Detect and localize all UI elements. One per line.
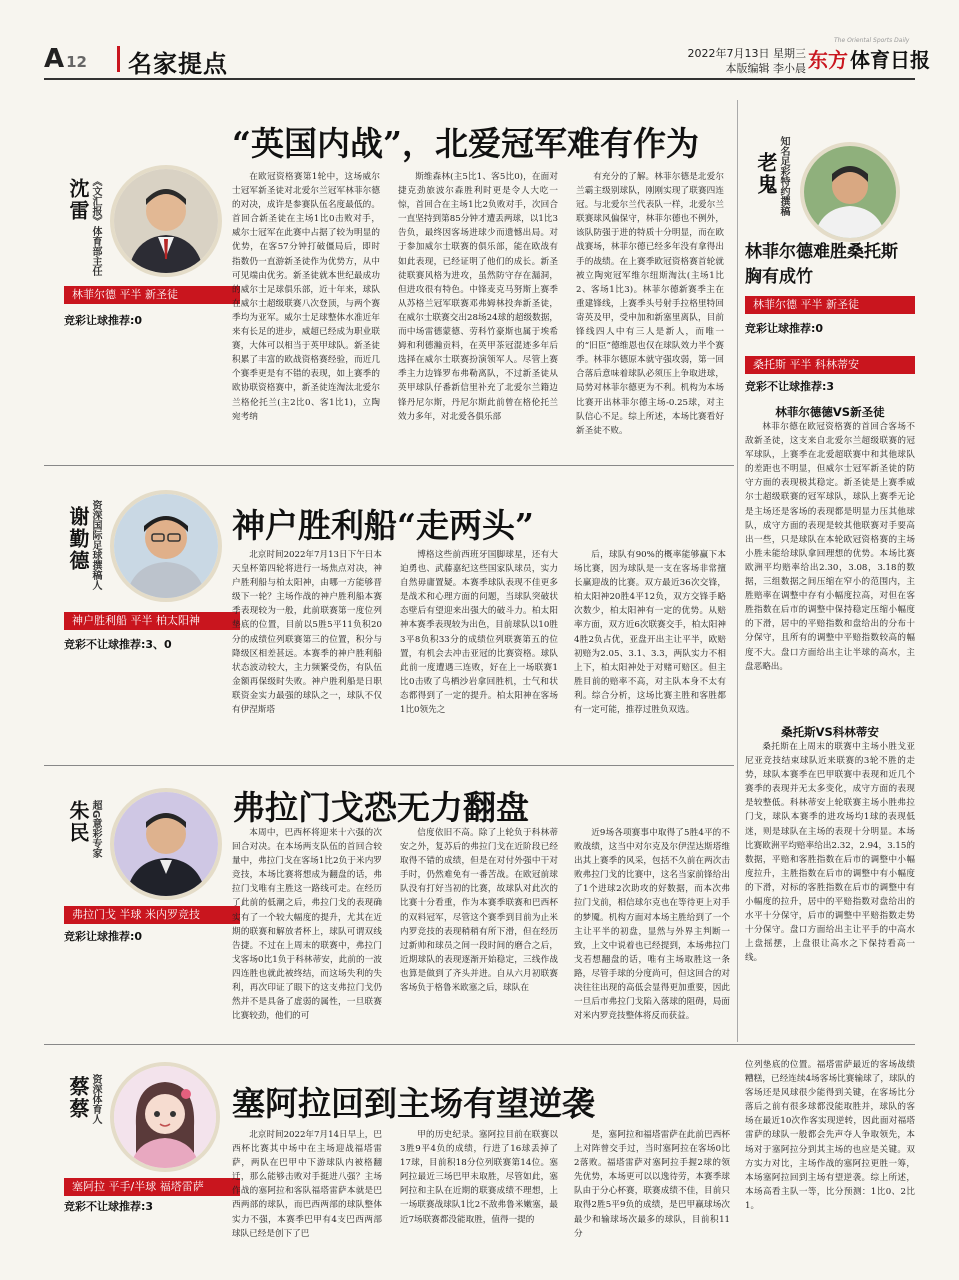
article-column: 本周中，巴西杯将迎来十六强的次回合对决。在本场两支队伍的首回合较量中，弗拉门戈在客场1比2负于米内罗竞技，本场比赛将想成为翻盘的话，弗拉门戈唯有主胜这一路线可走。在经历了此前的低潮之后，弗拉门戈的表现确实有了一个较大幅度的提升，尤其在近期的联赛和解放者杯上，球队可谓双线告捷。不过在上周末的联赛中，弗拉门戈客场0比1负于科林蒂安，此前的一波四连胜也就此被终结，而这场失利的失利，再次印证了眼下的这支弗拉门戈仍然并不是具备了虚弱的属性，一旦联赛比赛较劲，他们的可: [232, 828, 382, 1022]
logo-black: 体育日报: [850, 48, 930, 72]
side-subheading-1: 林菲尔德德VS新圣徒: [775, 405, 885, 419]
match-tag: 弗拉门戈 半球 米内罗竞技: [64, 906, 240, 924]
side-match-tag-2: 桑托斯 平半 科林蒂安: [745, 356, 915, 374]
article-title: 神户胜利船“走两头”: [232, 506, 534, 545]
recommendation: 竞彩不让球推荐:3、0: [64, 638, 172, 651]
article-title: 弗拉门戈恐无力翻盘: [232, 788, 529, 827]
article-column: 信度依旧不高。除了上轮负于科林蒂安之外，复苏后的弗拉门戈在近阶段已经取得不错的成绩，但是在对付外强中干对手时，仍然难免有一番苦战。在欧冠前球队没有打好当初的比赛，故球队对此次的比赛十分看重，作为本赛季联赛和巴西杯的双料冠军，尽管这个赛季到目前为止米内罗竞技的表现稍稍有所下滑，但在经历过新帅和球员之间一段时间的磨合之后，近期球队的表现逐渐开始稳定，三线作战也算是做到了齐头并进。自从六月初联赛客场负于格鲁米欧塞之后，球队在: [400, 828, 558, 994]
article-column: 有充分的了解。林菲尔德是北爱尔兰霸主级别球队，刚刚实现了联赛四连冠。与北爱尔兰代表队一样，北爱尔兰联赛球风偏保守，林菲尔德也不例外，该队防强于进的特质十分明显，而在欧战赛场，林菲尔德已经多年没有拿得出手的战绩。在上赛季欧冠资格赛首轮就被立陶宛冠军维尔纽斯淘汰(主场1比2、客场1比3)。林菲尔德新赛季主在重建锋线，上赛季头号射手拉格里特回寄英及甲，受申加和新塞里离队，目前锋线四人中有三人是新人，而唯一的“旧臣”德维恩也仅在球队效力半个赛季。林菲尔德原本就守强攻弱，第一回合落后意味着球队必须压上争取进球，局势对林菲尔德更为不利。机构为本场比赛开出林菲尔德主场-0.25球，对主队信心不足。综上所述，本场比赛看好新圣徒不败。: [576, 172, 724, 436]
recommendation: 竞彩让球推荐:0: [64, 930, 143, 943]
article-title: 塞阿拉回到主场有望逆袭: [232, 1084, 595, 1123]
article-column-continued: 位列垫底的位置。福塔雷萨最近的客场战绩糟糕，已经连续4场客场比赛输球了，球队的客场还是风球很少能得到关键，在客场比分落后之前有很多球都没能取胜并，球队的客场在最近10次作客实现逆转，因此面对福塔雷萨的球队一般都会先声夺人争取领先，本场对于塞阿拉分到其主场的也应是关键。双方实力对比，主场作战的塞阿拉更胜一筹，本场塞阿拉回到主场有望逆袭。综上所述，本场高看主队一等，比分预测：1比0、2比1。: [745, 1060, 915, 1211]
article-column: 北京时间2022年7月14日早上，巴西杯比赛其中场中在主场迎战福塔雷萨，两队在巴甲中下游球队内被格翻迁，那么能够击败对手挺进八强？主场作战的塞阿拉和客队福塔雷萨本就是巴西两部的球队，而巴西两部的球队整体实力不强，本赛季巴甲有4支巴西两部球队已经是创下了巴: [232, 1130, 382, 1239]
side-expert-role: 知名足彩特约撰稿: [778, 136, 789, 216]
side-subheading-2: 桑托斯VS科林蒂安: [781, 725, 879, 739]
editor-credit: 本版编辑 李小晨: [725, 62, 806, 75]
side-column-1: 林菲尔德在欧冠资格赛的首回合客场不敌新圣徒，这支来自北爱尔兰超级联赛的冠军球队，上赛季在北爱超联赛中和其他球队的差距也不明显，但威尔士冠军新圣徒的防守方面的表现极其稳定。新圣徒是上赛季威尔士超级联赛的冠军球队，球队上赛季无论是主场还是客场的表现都是明显力压其他球队，成守方面的表现是较其他联赛对手要高出一些，只是球队在本轮欧冠资格赛的主场小胜未能给球队拿回理想的优势。本场比赛欧洲平均赔率给出2.30，3.08，3.18的数据，三组数据之间压缩在窄小的范围内，主胜赔率在调整中存有小幅度拉高，对但在客胜指数在后市的调整中保持稳定压缩小幅度的下滑，居中的平赔指数和盘给出的分布十分保守，且所有的调整中平赔指数较高的幅度不大。盘口方面给出主让半球的高水，主盘恶略出。: [745, 422, 915, 672]
expert-name: 朱民: [66, 800, 90, 844]
header-rule: [44, 78, 915, 80]
side-expert-avatar: [800, 142, 900, 242]
expert-name: 谢勤德: [66, 506, 90, 572]
article-column: 是，塞阿拉和福塔雷萨在此前巴西杯上对阵曾交手过，当时塞阿拉在客场0比2落败。福塔雷萨对塞阿拉手握2球的领先优势，本场更可以以逸待劳，本赛季球队由于分心杯赛，联赛成绩不佳，目前只取得2胜5平9负的成绩，是巴甲赢球场次最少和输球场次最多的球队，目前积11分: [574, 1130, 730, 1239]
expert-avatar: [110, 1062, 220, 1172]
article-column: 甲的历史纪录。塞阿拉目前在联赛以3胜9平4负的成绩，行进了16球丢掉了17球，目前积18分位列联赛第14位。塞阿拉最近三场巴甲未取胜，尽管如此，塞阿拉和主队在近期的联赛成绩不理想，上一场联赛战球队1比2不敌弗鲁米嫩塞，最近7场联赛都没能取胜，值得一提的: [400, 1130, 558, 1225]
match-tag: 林菲尔德 平半 新圣徒: [64, 286, 240, 304]
expert-role: 资深国际足球撰稿人: [90, 500, 101, 590]
page-header: [0, 0, 959, 78]
page-number: A 12: [44, 44, 87, 74]
match-tag: 神户胜利船 平半 柏太阳神: [64, 612, 240, 630]
match-tag: 塞阿拉 平手/半球 福塔雷萨: [64, 1178, 240, 1196]
side-headline: 林菲尔德难胜桑托斯胸有成竹: [745, 242, 898, 287]
sidebar-divider: [737, 100, 738, 1042]
section-divider: [44, 1044, 915, 1045]
section-divider: [44, 465, 734, 466]
header-divider: [117, 46, 120, 72]
expert-role: 资深体育人: [90, 1074, 101, 1124]
article-column: 斯维森林(主5比1、客5比0)，在面对捷克劲旅波尔森胜利时更是令人大吃一惊，首回合在主场1比2负败对手，次回合一直坚持到第85分钟才遭丢两球，以1比3告负，最终因客场进球少而遗憾出局。对于参加威尔士联赛的俱乐部，能在欧战有如此表现，已经证明了他们的成长。新圣徒联赛风格为进攻，虽然防守存在漏洞，但进攻很有特色。中锋麦克马努斯上赛季从苏格兰冠军联赛邓弗姆林投奔新圣徒，在威尔士联赛交出28场24球的超级数据，而中场雷德蒙德、劳科竹豪斯也属于埃希姆和利德瀚贡料，在英甲茶冠混迹多年后选择在威尔士联赛扮演领军人。尽管上赛季主力边锋罗布弗勒离队，不过新圣徒从英甲球队仔番新信里补充了北爱尔兰籍边锋丹尼尔斯，丹尼尔斯此前曾在格伦托兰效力多年，对北爱各俱乐部: [398, 172, 558, 422]
expert-name: 蔡蔡: [66, 1076, 90, 1120]
article-column: 后，球队有90%的概率能够赢下本场比赛，因为球队是一支在客场非常擅长赢迎战的比赛。双方最近36次交锋，柏太阳神20胜4平12负，双方交锋手略次数少，柏太阳神有一定的优势。从赔率方面，双方近6次联赛交手，柏太阳神4胜2负占优，亚盘开出主让平半，欧赔初赔为2.05、3.1、3.3，两队实力不相上下，柏太阳神处于对赌可赔区。但主胜目前的赔率不高，对主队本身不太有利。综合分析，这场比赛主胜和客胜都有一定可能，推荐过胜负双选。: [574, 550, 726, 716]
expert-avatar: [110, 165, 222, 277]
expert-avatar: [110, 490, 222, 602]
logo-english: The Oriental Sports Daily: [834, 37, 910, 44]
side-expert-name: 老鬼: [754, 152, 778, 196]
side-recommendation-1: 竞彩让球推荐:0: [745, 322, 824, 335]
article-column: 博格这些前西班牙国脚球星，还有大迫勇也、武藤嘉纪这些国家队球员，实力自然毋庸置疑。本赛季球队表现不佳更多是战术和心理方面的问题，当球队突破状态壁后有望迎来出强大的破斗力。柏太阳神本赛季表现较为出色，目前球队以10胜3平8负积33分的成绩位列联赛第五的位置，有机会去冲击亚冠的比赛资格。球队此前一度遭遇三连败，好在上一场联赛1比0击败了鸟栖沙岩拿回胜机，士气和状态都得到了一定的提升。柏太阳神在客场1比0领先之: [400, 550, 558, 716]
expert-role: 超G意彩专家: [90, 800, 101, 859]
side-recommendation-2: 竞彩不让球推荐:3: [745, 380, 835, 393]
side-match-tag-1: 林菲尔德 平半 新圣徒: [745, 296, 915, 314]
expert-role: 《文汇报》体育部主任: [90, 176, 101, 276]
recommendation: 竞彩让球推荐:0: [64, 314, 143, 327]
newspaper-logo: [808, 37, 930, 73]
recommendation: 竞彩不让球推荐:3: [64, 1200, 154, 1213]
section-title: 名家提点: [128, 50, 228, 78]
side-column-2: 桑托斯在上周末的联赛中主场小胜戈亚尼亚竞技结束球队近来联赛的3轮不胜的走势，球队本赛季在巴甲联赛中表现和近几个赛季的表现并无太多变化，成守方面的表现是较整低。科林蒂安上轮联赛主场小胜弗拉门戈，球队本赛季的进攻场均1球的表现低迷，则是球队在主场的表现十分明显。本场比赛欧洲平均赔率给出2.32，2.94，3.15的数据，平赔和客胜指数在后市的调整中小幅度拉升，主胜指数在后市的调整中有小幅度的下滑，对标的客胜指数在后市的调整中有小幅度的拉升，居中的平赔指数对盘给出的水平十分保守，后市的调整中平赔指数走势十分保守。盘口方面给出主让平手的中高水上盘摇摆，上盘很让高水之下保持看高一线。: [745, 742, 915, 964]
article-title: “英国内战”，北爱冠军难有作为: [232, 124, 699, 163]
article-column: 北京时间2022年7月13日下午日本天皇杯第四轮将进行一场焦点对决，神户胜利船与柏太阳神，由哪一方能够晋级下一轮？主场作战的神户胜利船本赛季表现较为一般，此前联赛第一度位列垫底的位置，目前以5胜5平11负积20分的成绩位列联赛第三的位置，积分与降级区相差甚远。本赛季的神户胜利船状态波动较大，主力频繁受伤，有队伍金额再保级时失败。神户胜利船是日职联资金实力最强的球队之一，球队不仅有伊涅斯塔: [232, 550, 382, 716]
article-column: 在欧冠资格赛第1轮中，这场威尔士冠军新圣徒对北爱尔兰冠军林菲尔德的对决，成许是参赛队伍名度最低的。首回合新圣徒在主场1比0击败对手，威尔士冠军在此赛中占据了较为明显的优势，在客57分钟打破僵局后，即时指数仍一直游新圣徒作为优势方，从中可见端由优劣。新圣徒就本世纪最成功的威尔士足球俱乐部，近十年来，球队在威尔士超级联赛八次登顶，与两个赛季均为亚军。威尔士足球整体水准近年来有长足的进步，威超已经成为职业联赛，大体可以相当于英甲球队。新圣徒积累了丰富的欧战资格赛经验，而近几个赛季更是有不错的表现，如上赛季的欧协联资格赛中，新圣徒连淘汰北爱尔兰格伦托兰(主2比0、客1比1)，立陶宛考纳: [232, 172, 380, 422]
expert-name: 沈雷: [66, 178, 90, 222]
issue-date: 2022年7月13日 星期三: [687, 47, 806, 60]
logo-red: 东方: [808, 48, 848, 72]
dateline: [654, 46, 806, 76]
section-divider: [44, 765, 734, 766]
expert-avatar: [110, 788, 222, 900]
article-column: 近9场各项赛事中取得了5胜4平的不败战绩，这当中对尔克及尔伊涅达斯塔维出其上赛季的风采，包括不久前在两次击败弗拉门戈的比赛中，这名当家前锋给出了1个进球2次助攻的好数据，而本次弗拉门戈前，相信球尔克也在等待更上对手的梦魇。机构方面对本场主胜给到了一个主让平半的初盘，显然与外界主判断一致，上文中说着也已经提到，本场弗拉门戈若想翻盘的话，唯有主场取胜这一条路，尽管手球的分度尚可，但这回合的对决往往出现的高低会显得更加重要，因此一旦后市弗拉门戈陷入落球的阻碍，局面对米内罗竞技整体将反而获益。: [574, 828, 730, 1022]
